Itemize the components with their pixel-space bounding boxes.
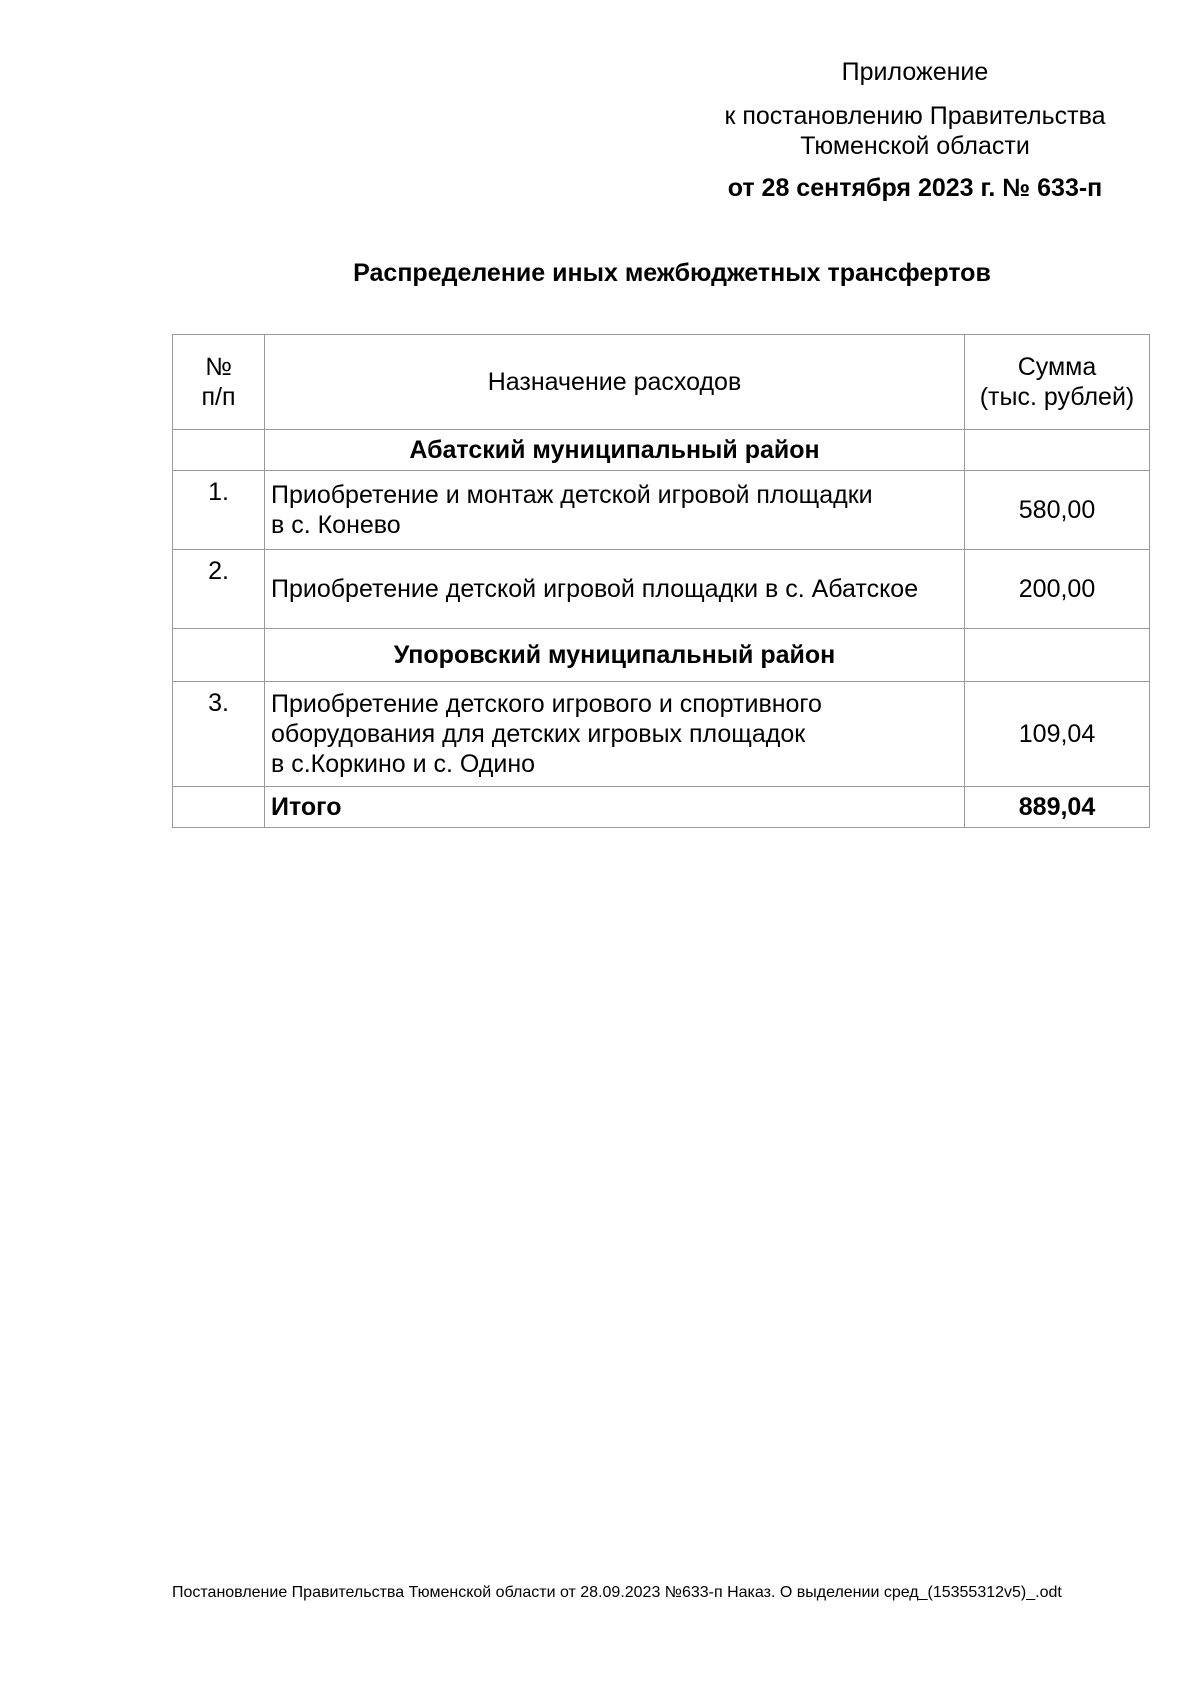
district-row: [173, 629, 1150, 682]
row-purpose-line: в с.Коркино и с. Одино: [271, 750, 536, 778]
total-label: Итого: [265, 787, 965, 828]
empty-cell: [173, 430, 265, 471]
empty-cell: [173, 787, 265, 828]
table-row: [173, 682, 1150, 787]
header-amount: [965, 335, 1150, 430]
row-number: 2.: [173, 550, 265, 629]
table-row: [173, 550, 1150, 629]
row-amount: 580,00: [965, 471, 1150, 550]
row-purpose-line: оборудования для детских игровых площадок: [271, 720, 806, 748]
row-amount: 109,04: [965, 682, 1150, 787]
document-title: Распределение иных межбюджетных трансфертов: [353, 259, 991, 287]
total-row: [173, 787, 1150, 828]
row-purpose: Приобретение детской игровой площадки в с. Абатское: [265, 550, 965, 629]
header-number: [173, 335, 265, 430]
header-amount-line: Сумма: [1017, 353, 1097, 381]
header-purpose: Назначение расходов: [265, 335, 965, 430]
appendix-reference-line: Тюменской области: [800, 132, 1030, 160]
row-number: 3.: [173, 682, 265, 787]
district-name: Упоровский муниципальный район: [265, 629, 965, 682]
district-name: Абатский муниципальный район: [265, 430, 965, 471]
header-number-line: №: [205, 353, 232, 381]
footer-file-note: Постановление Правительства Тюменской области от 28.09.2023 №633-п Наказ. О выделении сред_(15355312v5)_.odt: [172, 1584, 1062, 1601]
district-row: [173, 430, 1150, 471]
empty-cell: [965, 629, 1150, 682]
appendix-caption: Приложение: [841, 58, 989, 86]
empty-cell: [965, 430, 1150, 471]
table-header-row: [173, 335, 1150, 430]
row-number: 1.: [173, 471, 265, 550]
empty-cell: [173, 629, 265, 682]
row-purpose-line: Приобретение детского игрового и спортивного: [271, 690, 822, 718]
row-purpose-line: Приобретение и монтаж детской игровой площадки: [271, 481, 873, 509]
transfers-table: [172, 334, 1150, 828]
appendix-date: от 28 сентября 2023 г. № 633-п: [727, 174, 1103, 202]
total-amount: 889,04: [965, 787, 1150, 828]
appendix-reference-line: к постановлению Правительства: [724, 102, 1106, 130]
row-purpose: [265, 471, 965, 550]
row-purpose: [265, 682, 965, 787]
row-purpose-line: в с. Конево: [271, 511, 401, 539]
table-row: [173, 471, 1150, 550]
header-amount-line: (тыс. рублей): [979, 383, 1135, 411]
row-amount: 200,00: [965, 550, 1150, 629]
header-number-line: п/п: [201, 383, 236, 411]
